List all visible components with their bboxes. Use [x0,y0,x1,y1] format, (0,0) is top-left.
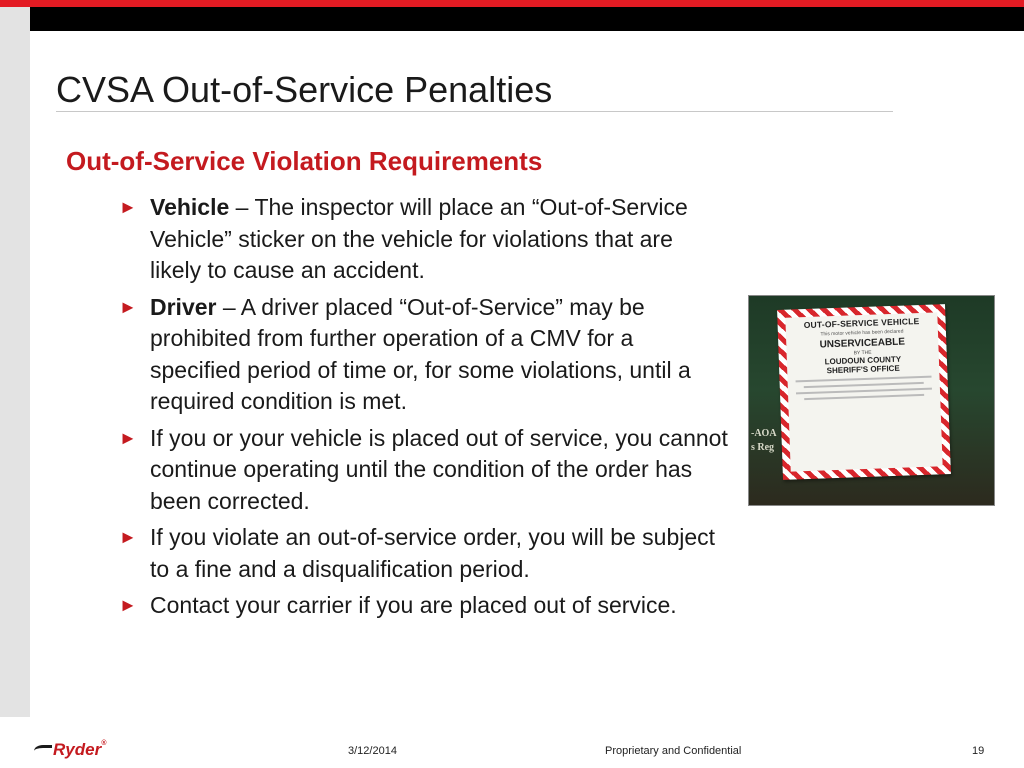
top-red-bar [0,0,1024,7]
sticker-fine-print [804,394,924,400]
footer-confidential: Proprietary and Confidential [605,745,742,757]
sticker-declaration: This motor vehicle has been declared [820,328,904,338]
title-divider [56,111,893,112]
sticker-header: OUT-OF-SERVICE VEHICLE [803,316,920,331]
bullet-item [119,292,729,418]
logo-registered: ® [101,740,107,747]
left-gray-strip [0,7,30,717]
footer-page-number: 19 [972,745,985,757]
sticker-org-line-2: SHERIFF'S OFFICE [826,363,900,376]
footer-date: 3/12/2014 [348,745,397,757]
bullet-bold-term: Driver [150,293,217,320]
sticker-body [785,312,942,471]
bullet-arrow-icon: ► [119,527,137,547]
sticker-status: UNSERVICEABLE [819,336,906,351]
bullet-arrow-icon: ► [119,197,137,217]
bullet-item [119,192,729,287]
bullet-list [119,192,729,627]
slide-title: CVSA Out-of-Service Penalties [56,69,553,110]
ryder-logo [34,740,106,760]
bullet-text: – The inspector will place an “Out-of-Service Vehicle” sticker on the vehicle for violations that are likely to cause an accident. [150,194,688,283]
bullet-arrow-icon: ► [119,595,137,615]
bullet-text: – A driver placed “Out-of-Service” may be prohibited from further operation of a CMV for a specified period of time or, for some violations, until a required condition is met. [150,293,691,414]
sticker-fine-print [804,382,924,388]
logo-text: Ryder [53,740,102,759]
bullet-item [119,590,729,622]
slide-subtitle: Out-of-Service Violation Requirements [66,146,543,176]
bullet-arrow-icon: ► [119,296,137,317]
sticker-org-line-1: LOUDOUN COUNTY [824,354,902,367]
dash-label-1: -AOA [751,428,777,439]
bullet-item [119,522,729,585]
logo-swoosh-icon [34,745,52,757]
bullet-arrow-icon: ► [119,427,137,448]
top-black-bar [30,7,1024,31]
sticker-by: BY THE [853,349,872,357]
bullet-text: If you violate an out-of-service order, you will be subject to a fine and a disqualification period. [150,524,716,582]
bullet-bold-term: Vehicle [150,194,230,220]
bullet-text: Contact your carrier if you are placed out of service. [150,592,677,618]
dash-label-2: s Reg [751,442,775,453]
out-of-service-sticker [777,304,951,480]
bullet-text: If you or your vehicle is placed out of service, you cannot continue operating until the condition of the order has been corrected. [150,424,728,514]
bullet-item [119,423,729,518]
